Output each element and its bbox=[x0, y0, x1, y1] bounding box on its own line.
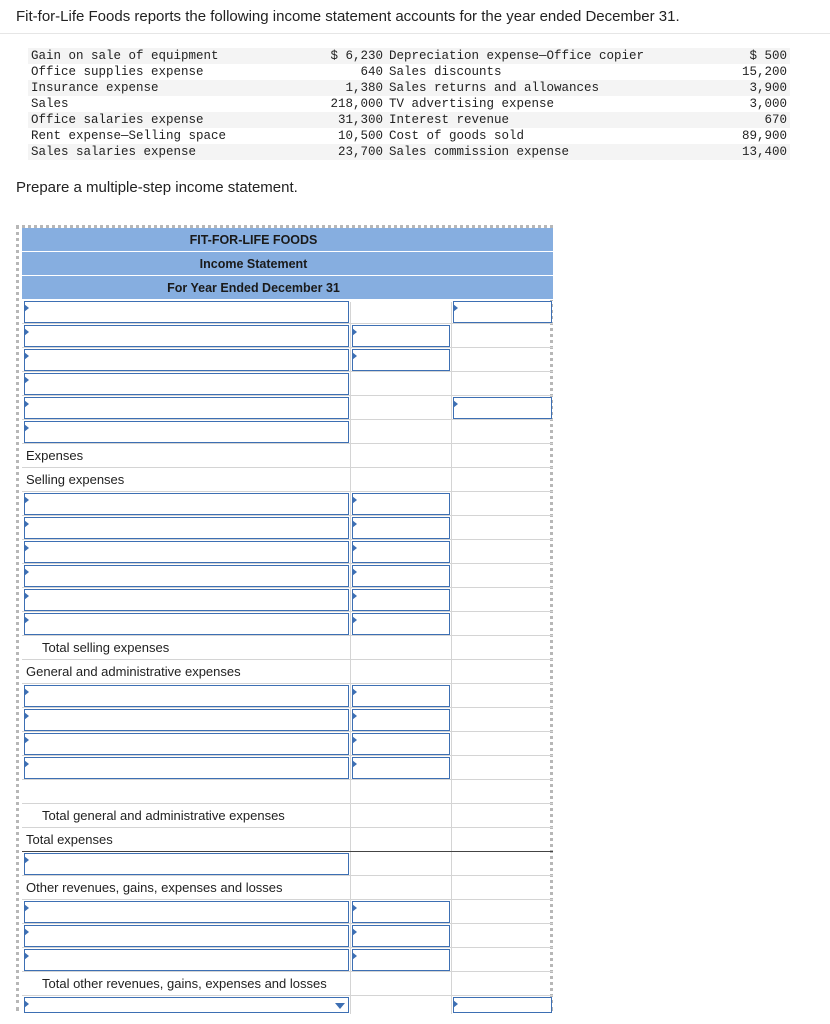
amount-input[interactable] bbox=[352, 757, 450, 779]
caret-icon bbox=[352, 568, 357, 576]
amount-input[interactable] bbox=[352, 565, 450, 587]
account-label: Sales bbox=[31, 97, 69, 111]
table-row bbox=[22, 948, 553, 972]
caret-icon bbox=[24, 760, 29, 768]
table-row bbox=[22, 924, 553, 948]
account-label: Insurance expense bbox=[28, 80, 320, 96]
caret-icon bbox=[352, 544, 357, 552]
table-row bbox=[22, 852, 553, 876]
table-row bbox=[28, 64, 790, 80]
account-select[interactable] bbox=[24, 949, 349, 971]
account-select[interactable] bbox=[24, 397, 349, 419]
caret-icon bbox=[24, 400, 29, 408]
caret-icon bbox=[352, 904, 357, 912]
table-row bbox=[22, 300, 553, 324]
table-row bbox=[22, 396, 553, 420]
account-amount: 640 bbox=[360, 65, 383, 79]
table-row bbox=[22, 900, 553, 924]
table-row bbox=[22, 708, 553, 732]
table-row bbox=[22, 324, 553, 348]
account-amount: 670 bbox=[716, 112, 790, 128]
table-row bbox=[28, 128, 790, 144]
account-label: Gain on sale of equipment bbox=[28, 48, 320, 64]
amount-input[interactable] bbox=[352, 733, 450, 755]
caret-icon bbox=[453, 400, 458, 408]
amount-input[interactable] bbox=[352, 589, 450, 611]
account-select[interactable] bbox=[24, 373, 349, 395]
account-select[interactable] bbox=[24, 853, 349, 875]
table-row bbox=[22, 876, 553, 900]
table-row bbox=[22, 372, 553, 396]
caret-icon bbox=[453, 1000, 458, 1008]
table-row bbox=[28, 48, 790, 64]
caret-icon bbox=[352, 688, 357, 696]
statement-company: FIT-FOR-LIFE FOODS bbox=[22, 228, 553, 252]
divider bbox=[0, 33, 830, 34]
caret-icon bbox=[24, 616, 29, 624]
subtotal-label: Total other revenues, gains, expenses and losses bbox=[42, 976, 327, 991]
caret-icon bbox=[24, 328, 29, 336]
table-row bbox=[22, 516, 553, 540]
section-label: General and administrative expenses bbox=[26, 664, 241, 679]
amount-input[interactable] bbox=[453, 301, 552, 323]
caret-icon bbox=[24, 352, 29, 360]
amount-input[interactable] bbox=[352, 349, 450, 371]
amount-input[interactable] bbox=[352, 685, 450, 707]
table-row bbox=[22, 756, 553, 780]
account-select[interactable] bbox=[24, 901, 349, 923]
account-select[interactable] bbox=[24, 517, 349, 539]
caret-icon bbox=[24, 856, 29, 864]
caret-icon bbox=[24, 496, 29, 504]
section-label: Selling expenses bbox=[26, 472, 125, 487]
account-amount: $ 6,230 bbox=[320, 48, 386, 64]
account-select[interactable] bbox=[24, 589, 349, 611]
account-select[interactable] bbox=[24, 493, 349, 515]
table-row bbox=[22, 588, 553, 612]
income-statement-worksheet bbox=[16, 225, 553, 1011]
account-select[interactable] bbox=[24, 757, 349, 779]
table-row bbox=[22, 804, 553, 828]
account-amount: 3,900 bbox=[716, 80, 790, 96]
account-amount: 13,400 bbox=[716, 144, 790, 160]
table-row bbox=[22, 564, 553, 588]
amount-input[interactable] bbox=[352, 325, 450, 347]
section-label: Other revenues, gains, expenses and losses bbox=[26, 880, 283, 895]
table-row bbox=[22, 420, 553, 444]
amount-input[interactable] bbox=[453, 397, 552, 419]
account-amount: 31,300 bbox=[320, 112, 386, 128]
caret-icon bbox=[24, 424, 29, 432]
account-select[interactable] bbox=[24, 565, 349, 587]
account-dropdown[interactable] bbox=[24, 997, 349, 1013]
caret-icon bbox=[24, 952, 29, 960]
caret-icon bbox=[352, 520, 357, 528]
statement-period: For Year Ended December 31 bbox=[22, 276, 553, 300]
account-amount: 15,200 bbox=[741, 65, 787, 79]
chevron-down-icon bbox=[335, 1003, 345, 1009]
statement-title: Income Statement bbox=[22, 252, 553, 276]
caret-icon bbox=[24, 568, 29, 576]
subtotal-label: Total selling expenses bbox=[42, 640, 170, 655]
subtotal-label: Total general and administrative expenses bbox=[42, 808, 285, 823]
account-select[interactable] bbox=[24, 349, 349, 371]
caret-icon bbox=[24, 376, 29, 384]
account-amount: $ 500 bbox=[716, 48, 790, 64]
accounts-table bbox=[28, 48, 790, 160]
account-label: Cost of goods sold bbox=[389, 129, 525, 143]
total-label: Total expenses bbox=[26, 832, 113, 847]
table-row bbox=[28, 144, 790, 160]
caret-icon bbox=[352, 928, 357, 936]
amount-input[interactable] bbox=[352, 493, 450, 515]
caret-icon bbox=[24, 592, 29, 600]
caret-icon bbox=[24, 1000, 29, 1008]
table-row bbox=[22, 492, 553, 516]
account-amount: 1,380 bbox=[320, 80, 386, 96]
caret-icon bbox=[352, 616, 357, 624]
caret-icon bbox=[352, 496, 357, 504]
caret-icon bbox=[352, 736, 357, 744]
account-amount: 218,000 bbox=[330, 97, 383, 111]
account-select[interactable] bbox=[24, 421, 349, 443]
account-label: Office supplies expense bbox=[31, 65, 204, 79]
account-label: Interest revenue bbox=[386, 112, 716, 128]
account-select[interactable] bbox=[24, 685, 349, 707]
account-label: Sales commission expense bbox=[386, 144, 716, 160]
table-row bbox=[22, 612, 553, 636]
caret-icon bbox=[24, 928, 29, 936]
caret-icon bbox=[352, 328, 357, 336]
table-row bbox=[22, 636, 553, 660]
table-row bbox=[22, 780, 553, 804]
account-label: Depreciation expense—Office copier bbox=[386, 48, 716, 64]
account-label: Rent expense—Selling space bbox=[31, 129, 227, 143]
account-select[interactable] bbox=[24, 733, 349, 755]
account-select[interactable] bbox=[24, 925, 349, 947]
amount-input[interactable] bbox=[352, 613, 450, 635]
caret-icon bbox=[352, 592, 357, 600]
table-row bbox=[22, 828, 553, 852]
table-row bbox=[22, 996, 553, 1014]
account-amount: 89,900 bbox=[741, 129, 787, 143]
amount-input[interactable] bbox=[352, 541, 450, 563]
caret-icon bbox=[24, 304, 29, 312]
amount-input[interactable] bbox=[352, 925, 450, 947]
account-select[interactable] bbox=[24, 709, 349, 731]
table-row bbox=[22, 972, 553, 996]
table-row bbox=[22, 348, 553, 372]
amount-input[interactable] bbox=[352, 517, 450, 539]
amount-input[interactable] bbox=[352, 949, 450, 971]
table-row bbox=[28, 96, 790, 112]
account-label: TV advertising expense bbox=[389, 97, 555, 111]
amount-input[interactable] bbox=[352, 901, 450, 923]
amount-input[interactable] bbox=[352, 709, 450, 731]
account-label: Sales salaries expense bbox=[28, 144, 320, 160]
caret-icon bbox=[352, 712, 357, 720]
caret-icon bbox=[24, 688, 29, 696]
account-select[interactable] bbox=[24, 613, 349, 635]
table-row bbox=[22, 468, 553, 492]
account-amount: 3,000 bbox=[749, 97, 787, 111]
instructions: Prepare a multiple-step income statement. bbox=[16, 179, 298, 196]
account-label: Sales returns and allowances bbox=[386, 80, 716, 96]
account-amount: 23,700 bbox=[320, 144, 386, 160]
table-row bbox=[28, 80, 790, 96]
table-row bbox=[22, 540, 553, 564]
table-row bbox=[22, 732, 553, 756]
account-label: Sales discounts bbox=[389, 65, 502, 79]
table-row bbox=[22, 684, 553, 708]
account-label: Office salaries expense bbox=[28, 112, 320, 128]
caret-icon bbox=[24, 520, 29, 528]
caret-icon bbox=[24, 712, 29, 720]
caret-icon bbox=[453, 304, 458, 312]
account-select[interactable] bbox=[24, 541, 349, 563]
caret-icon bbox=[24, 736, 29, 744]
account-select[interactable] bbox=[24, 325, 349, 347]
caret-icon bbox=[352, 760, 357, 768]
caret-icon bbox=[24, 544, 29, 552]
caret-icon bbox=[352, 352, 357, 360]
section-label: Expenses bbox=[26, 448, 84, 463]
caret-icon bbox=[352, 952, 357, 960]
caret-icon bbox=[24, 904, 29, 912]
table-row bbox=[22, 444, 553, 468]
table-row bbox=[22, 660, 553, 684]
problem-intro: Fit-for-Life Foods reports the following income statement accounts for the year ended December 31. bbox=[16, 8, 680, 25]
table-row bbox=[28, 112, 790, 128]
account-amount: 10,500 bbox=[337, 129, 383, 143]
account-select[interactable] bbox=[24, 301, 349, 323]
amount-input[interactable] bbox=[453, 997, 552, 1013]
